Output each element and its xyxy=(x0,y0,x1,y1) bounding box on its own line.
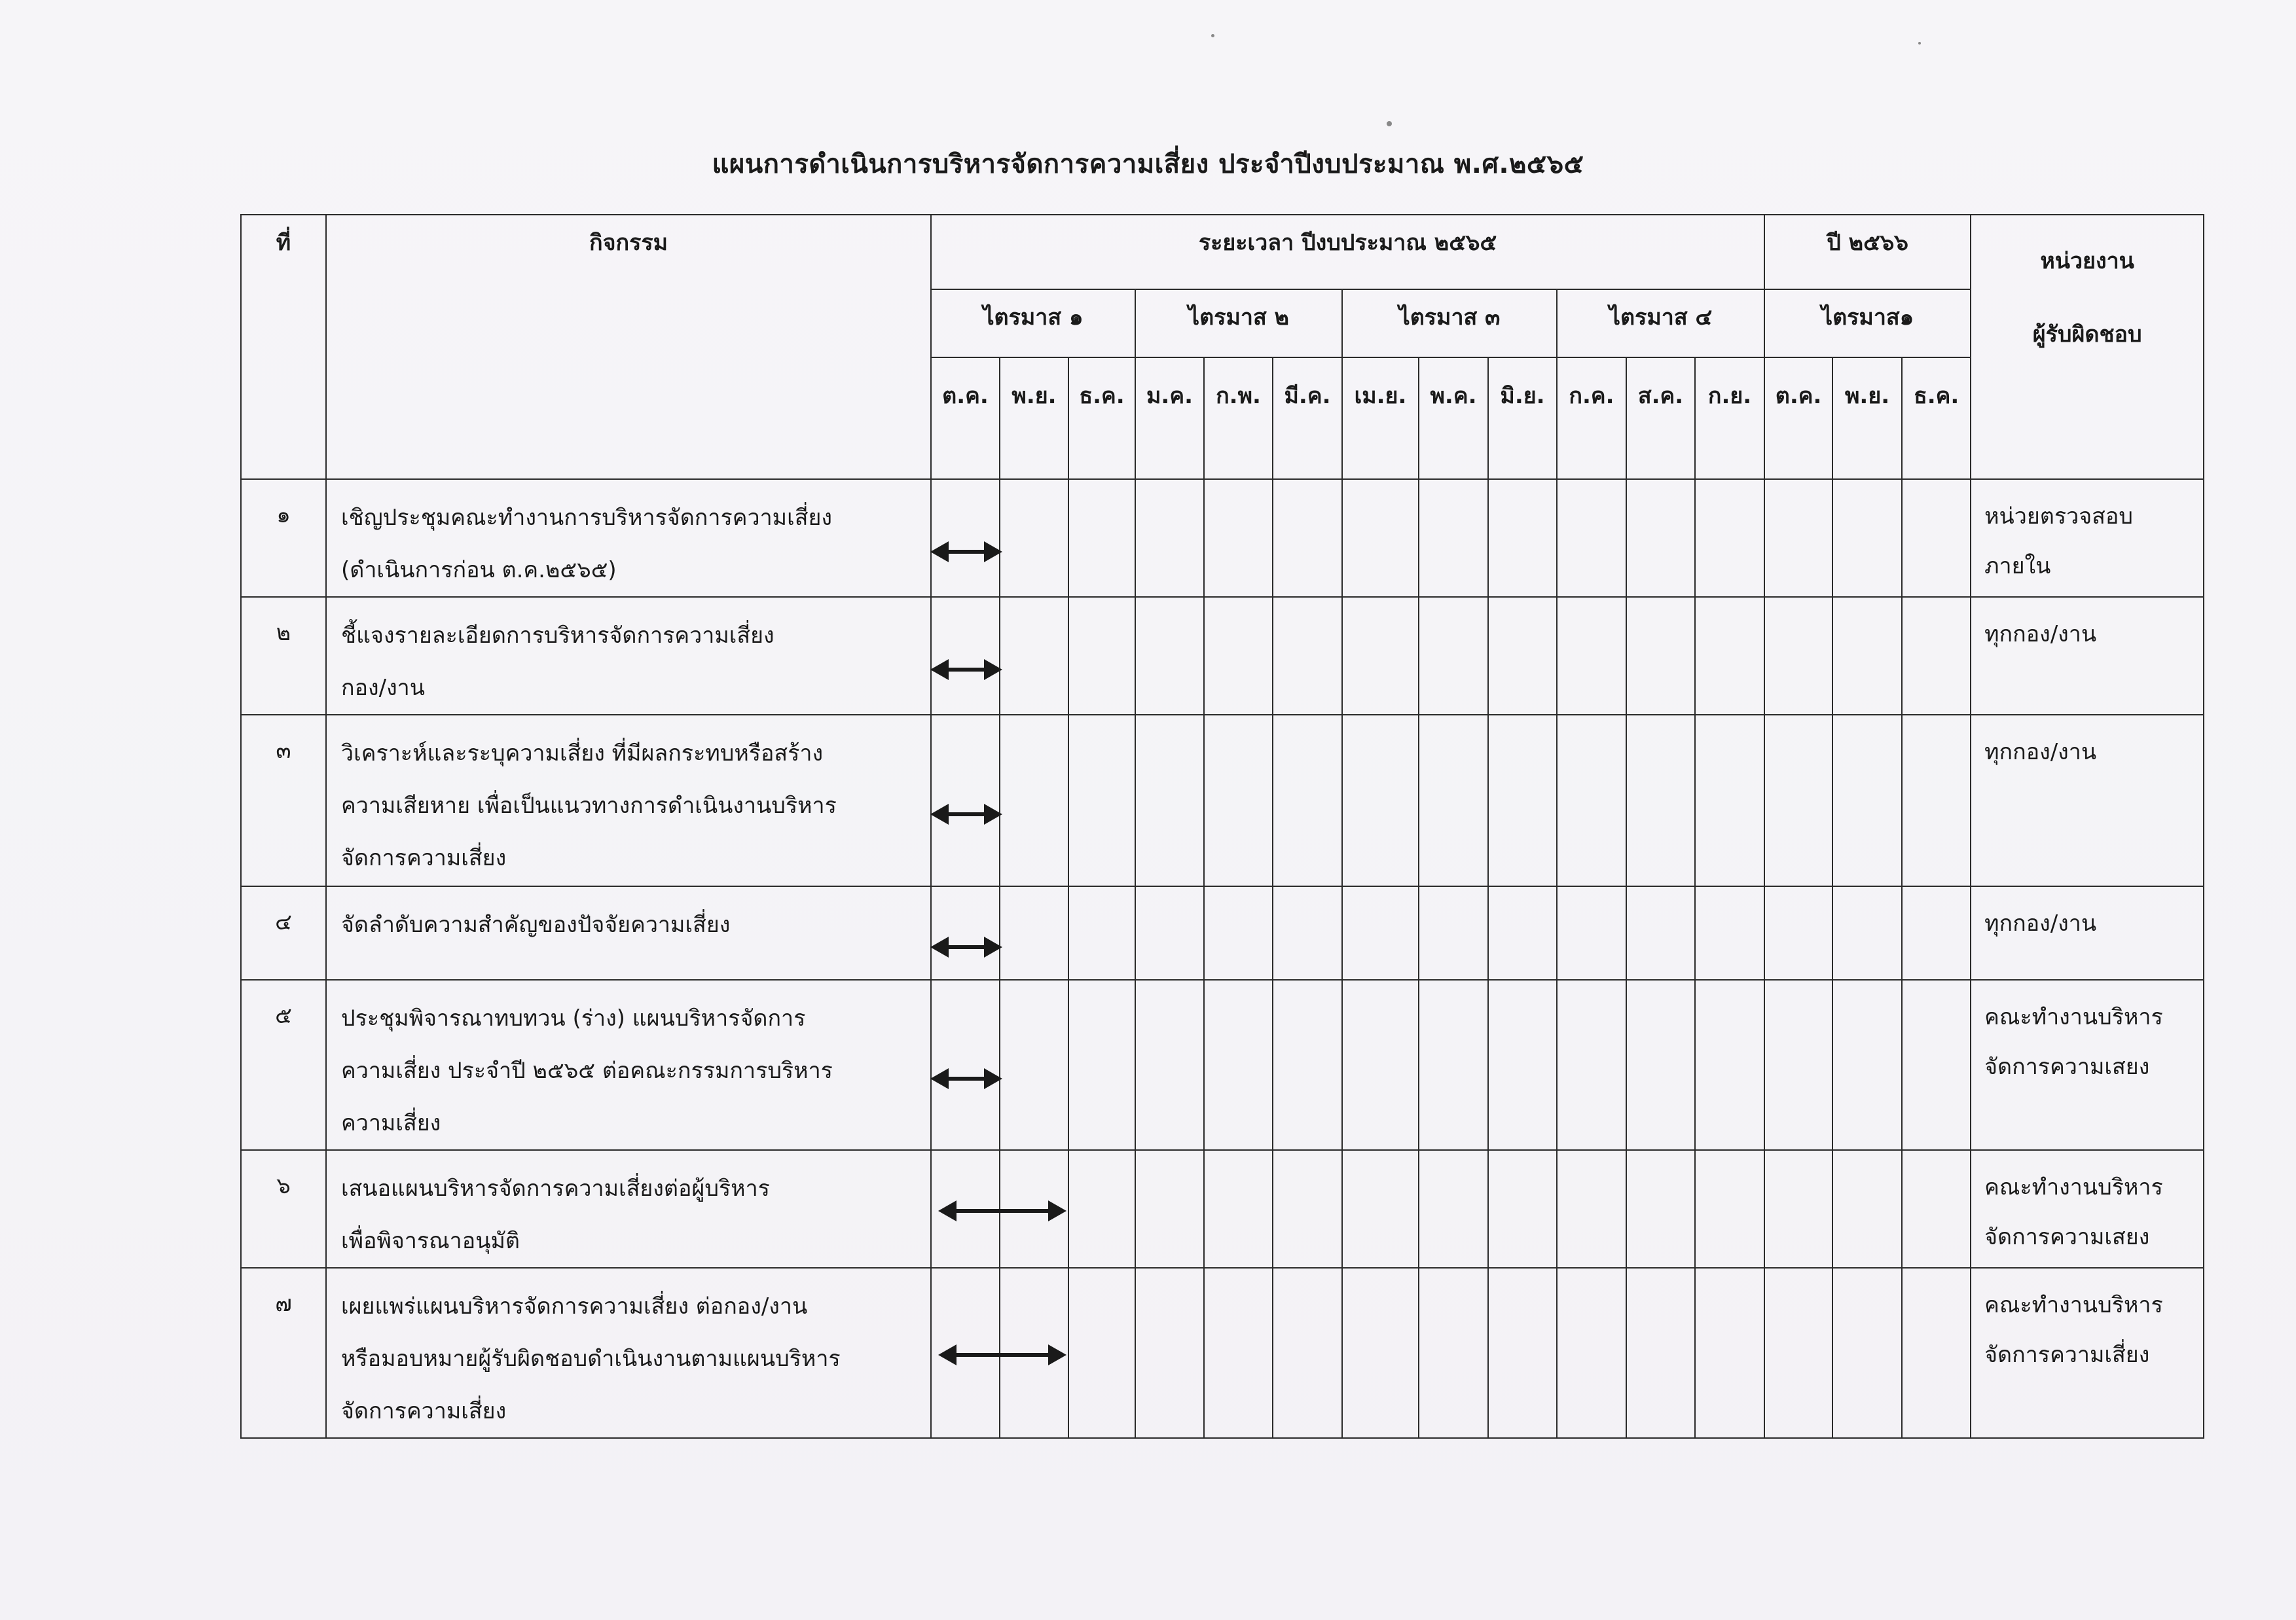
month-cell xyxy=(1488,1150,1557,1268)
month-cell xyxy=(1419,715,1488,886)
month-cell xyxy=(1832,886,1902,980)
month-cell xyxy=(1902,715,1971,886)
month-cell xyxy=(931,980,1000,1150)
activity-rows xyxy=(241,479,2204,1438)
month-cell xyxy=(1273,1268,1342,1438)
month-cell xyxy=(1000,715,1068,886)
header-month: พ.ย. xyxy=(1000,357,1068,479)
page-title: แผนการดำเนินการบริหารจัดการความเสี่ยง ประจำปีงบประมาณ พ.ศ.๒๕๖๕ xyxy=(712,149,1584,179)
row-number: ๕ xyxy=(241,980,326,1150)
header-quarter-next: ไตรมาส๑ xyxy=(1764,289,1971,357)
activity-line: ความเสียหาย เพื่อเป็นแนวทางการดำเนินงานบริหาร xyxy=(341,793,837,819)
month-cell xyxy=(1068,597,1135,715)
risk-plan-table xyxy=(240,214,2204,1439)
activity-cell xyxy=(326,886,931,980)
month-cell xyxy=(1626,1268,1695,1438)
responsible-line: ทุกกอง/งาน xyxy=(1984,621,2097,647)
month-cell xyxy=(1419,597,1488,715)
month-cell xyxy=(1000,980,1068,1150)
header-month: มิ.ย. xyxy=(1488,357,1557,479)
table-row xyxy=(241,886,2204,980)
timeline-arrow-icon xyxy=(934,945,998,949)
activity-line: ความเสี่ยง xyxy=(341,1110,441,1136)
month-cell xyxy=(1695,980,1764,1150)
activity-line: จัดการความเสี่ยง xyxy=(341,1398,507,1424)
month-cell xyxy=(931,479,1000,597)
activity-line: ประชุมพิจารณาทบทวน (ร่าง) แผนบริหารจัดการ xyxy=(341,1005,806,1032)
month-cell xyxy=(1342,1150,1419,1268)
row-number: ๑ xyxy=(241,479,326,597)
responsible-cell xyxy=(1971,479,2204,597)
timeline-arrow-icon xyxy=(942,1209,1063,1213)
header-month: พ.ค. xyxy=(1419,357,1488,479)
month-cell xyxy=(1342,980,1419,1150)
month-cell xyxy=(1557,1150,1626,1268)
month-cell xyxy=(1419,1268,1488,1438)
header-month: ก.ค. xyxy=(1557,357,1626,479)
month-cell xyxy=(1626,597,1695,715)
month-cell xyxy=(1695,886,1764,980)
month-cell xyxy=(1135,1150,1204,1268)
month-cell xyxy=(931,1150,1000,1268)
month-cell xyxy=(1135,886,1204,980)
month-cell xyxy=(1626,886,1695,980)
header-month: มี.ค. xyxy=(1273,357,1342,479)
month-cell xyxy=(1626,715,1695,886)
header-month: ก.พ. xyxy=(1204,357,1273,479)
month-cell xyxy=(1342,715,1419,886)
month-cell xyxy=(1832,980,1902,1150)
month-cell xyxy=(1204,1268,1273,1438)
scan-speck xyxy=(1918,42,1921,45)
activity-line: หรือมอบหมายผู้รับผิดชอบดำเนินงานตามแผนบริหาร xyxy=(341,1346,841,1372)
month-cell xyxy=(1902,1268,1971,1438)
month-cell xyxy=(1273,479,1342,597)
month-cell xyxy=(1764,886,1832,980)
month-cell xyxy=(1695,479,1764,597)
table-row xyxy=(241,479,2204,597)
month-cell xyxy=(1832,1150,1902,1268)
month-cell xyxy=(931,597,1000,715)
header-responsible: หน่วยงาน ผู้รับผิดชอบ xyxy=(1971,215,2204,479)
activity-cell xyxy=(326,980,931,1150)
month-cell xyxy=(1135,1268,1204,1438)
month-cell xyxy=(1068,1150,1135,1268)
header-quarter-3: ไตรมาส ๓ xyxy=(1342,289,1557,357)
timeline-arrow-icon xyxy=(942,1353,1063,1357)
month-cell xyxy=(1832,479,1902,597)
table-row xyxy=(241,1268,2204,1438)
responsible-line: ทุกกอง/งาน xyxy=(1984,910,2097,937)
month-cell xyxy=(1419,1150,1488,1268)
month-cell xyxy=(1342,886,1419,980)
responsible-cell xyxy=(1971,886,2204,980)
table-row xyxy=(241,1150,2204,1268)
month-cell xyxy=(1695,1268,1764,1438)
month-cell xyxy=(1902,886,1971,980)
month-cell xyxy=(1557,597,1626,715)
month-cell xyxy=(1832,597,1902,715)
header-month: ธ.ค. xyxy=(1068,357,1135,479)
activity-cell xyxy=(326,715,931,886)
month-cell xyxy=(1557,886,1626,980)
header-month: เม.ย. xyxy=(1342,357,1419,479)
responsible-line: คณะทำงานบริหาร xyxy=(1984,1292,2163,1318)
month-cell xyxy=(1557,479,1626,597)
header-month: ม.ค. xyxy=(1135,357,1204,479)
responsible-line: คณะทำงานบริหาร xyxy=(1984,1004,2163,1030)
month-cell xyxy=(1902,1150,1971,1268)
activity-line: วิเคราะห์และระบุความเสี่ยง ที่มีผลกระทบหรือสร้าง xyxy=(341,740,824,766)
month-cell xyxy=(1419,479,1488,597)
month-cell xyxy=(1000,479,1068,597)
month-cell xyxy=(1626,479,1695,597)
header-activity: กิจกรรม xyxy=(326,215,931,479)
header-quarter-1: ไตรมาส ๑ xyxy=(931,289,1135,357)
month-cell xyxy=(1626,1150,1695,1268)
month-cell xyxy=(1419,886,1488,980)
month-cell xyxy=(1068,980,1135,1150)
month-cell xyxy=(1764,479,1832,597)
header-quarter-2: ไตรมาส ๒ xyxy=(1135,289,1342,357)
month-cell xyxy=(931,715,1000,886)
header-month: ธ.ค. xyxy=(1902,357,1971,479)
month-cell xyxy=(1273,980,1342,1150)
header-month: ก.ย. xyxy=(1695,357,1764,479)
month-cell xyxy=(1204,886,1273,980)
month-cell xyxy=(1764,1268,1832,1438)
month-cell xyxy=(1557,1268,1626,1438)
header-month: ต.ค. xyxy=(1764,357,1832,479)
month-cell xyxy=(1342,597,1419,715)
month-cell xyxy=(1832,715,1902,886)
month-cell xyxy=(1204,980,1273,1150)
timeline-arrow-icon xyxy=(934,812,998,816)
month-cell xyxy=(1695,597,1764,715)
activity-cell xyxy=(326,479,931,597)
row-number: ๒ xyxy=(241,597,326,715)
month-cell xyxy=(1068,479,1135,597)
month-cell xyxy=(1204,597,1273,715)
month-cell xyxy=(1273,886,1342,980)
month-cell xyxy=(1695,1150,1764,1268)
month-cell xyxy=(1764,980,1832,1150)
month-cell xyxy=(1488,980,1557,1150)
month-cell xyxy=(1342,1268,1419,1438)
month-cell xyxy=(1419,980,1488,1150)
table-row xyxy=(241,715,2204,886)
header-period: ระยะเวลา ปีงบประมาณ ๒๕๖๕ xyxy=(931,215,1764,289)
responsible-line: คณะทำงานบริหาร xyxy=(1984,1174,2163,1200)
month-cell xyxy=(1764,715,1832,886)
month-cell xyxy=(1764,597,1832,715)
activity-line: เผยแพร่แผนบริหารจัดการความเสี่ยง ต่อกอง/งาน xyxy=(341,1293,808,1320)
table-row xyxy=(241,597,2204,715)
header-month: ต.ค. xyxy=(931,357,1000,479)
month-cell xyxy=(931,886,1000,980)
month-cell xyxy=(1342,479,1419,597)
month-cell xyxy=(1204,715,1273,886)
month-cell xyxy=(1135,597,1204,715)
activity-cell xyxy=(326,597,931,715)
responsible-line: จัดการความเสี่ยง xyxy=(1984,1342,2150,1368)
month-cell xyxy=(1832,1268,1902,1438)
timeline-arrow-icon xyxy=(934,668,998,672)
activity-line: เชิญประชุมคณะทำงานการบริหารจัดการความเสี่ยง xyxy=(341,505,832,531)
responsible-cell xyxy=(1971,1268,2204,1438)
row-number: ๖ xyxy=(241,1150,326,1268)
responsible-line: จัดการความเสยง xyxy=(1984,1224,2150,1250)
month-cell xyxy=(1488,479,1557,597)
month-cell xyxy=(1135,980,1204,1150)
month-cell xyxy=(1902,597,1971,715)
activity-cell xyxy=(326,1268,931,1438)
month-cell xyxy=(1488,715,1557,886)
header-no: ที่ xyxy=(241,215,326,479)
month-cell xyxy=(1068,715,1135,886)
month-cell xyxy=(1626,980,1695,1150)
activity-line: เสนอแผนบริหารจัดการความเสี่ยงต่อผู้บริหาร xyxy=(341,1176,770,1202)
month-cell xyxy=(1902,980,1971,1150)
row-number: ๗ xyxy=(241,1268,326,1438)
activity-line: จัดการความเสี่ยง xyxy=(341,845,507,871)
month-cell xyxy=(1557,715,1626,886)
activity-line: (ดำเนินการก่อน ต.ค.๒๕๖๕) xyxy=(341,557,617,583)
month-cell xyxy=(1068,1268,1135,1438)
month-cell xyxy=(1557,980,1626,1150)
scan-speck xyxy=(1211,34,1214,37)
month-cell xyxy=(1204,1150,1273,1268)
header-next-year: ปี ๒๕๖๖ xyxy=(1764,215,1971,289)
header-quarter-4: ไตรมาส ๔ xyxy=(1557,289,1764,357)
month-cell xyxy=(1273,1150,1342,1268)
month-cell xyxy=(1000,886,1068,980)
month-cell xyxy=(931,1268,1000,1438)
responsible-cell xyxy=(1971,980,2204,1150)
responsible-cell xyxy=(1971,597,2204,715)
responsible-cell xyxy=(1971,1150,2204,1268)
activity-line: ความเสี่ยง ประจำปี ๒๕๖๕ ต่อคณะกรรมการบริหาร xyxy=(341,1058,833,1084)
header-month: พ.ย. xyxy=(1832,357,1902,479)
month-cell xyxy=(1273,597,1342,715)
responsible-line: จัดการความเสยง xyxy=(1984,1054,2150,1080)
month-cell xyxy=(1000,597,1068,715)
activity-line: ชี้แจงรายละเอียดการบริหารจัดการความเสี่ยง xyxy=(341,622,774,649)
timeline-arrow-icon xyxy=(934,550,998,554)
month-cell xyxy=(1695,715,1764,886)
month-cell xyxy=(1068,886,1135,980)
month-cell xyxy=(1488,1268,1557,1438)
activity-line: เพื่อพิจารณาอนุมัติ xyxy=(341,1228,520,1254)
activity-line: จัดลำดับความสำคัญของปัจจัยความเสี่ยง xyxy=(341,912,731,938)
responsible-line: หน่วยตรวจสอบภายใน xyxy=(1984,503,2133,579)
header-month: ส.ค. xyxy=(1626,357,1695,479)
month-cell xyxy=(1135,715,1204,886)
timeline-arrow-icon xyxy=(934,1077,998,1081)
row-number: ๔ xyxy=(241,886,326,980)
month-cell xyxy=(1204,479,1273,597)
scan-speck xyxy=(1387,121,1392,126)
month-cell xyxy=(1764,1150,1832,1268)
row-number: ๓ xyxy=(241,715,326,886)
month-cell xyxy=(1135,479,1204,597)
month-cell xyxy=(1488,886,1557,980)
month-cell xyxy=(1902,479,1971,597)
responsible-line: ทุกกอง/งาน xyxy=(1984,739,2097,765)
month-cell xyxy=(1488,597,1557,715)
table-row xyxy=(241,980,2204,1150)
responsible-cell xyxy=(1971,715,2204,886)
activity-line: กอง/งาน xyxy=(341,675,425,701)
activity-cell xyxy=(326,1150,931,1268)
month-cell xyxy=(1273,715,1342,886)
